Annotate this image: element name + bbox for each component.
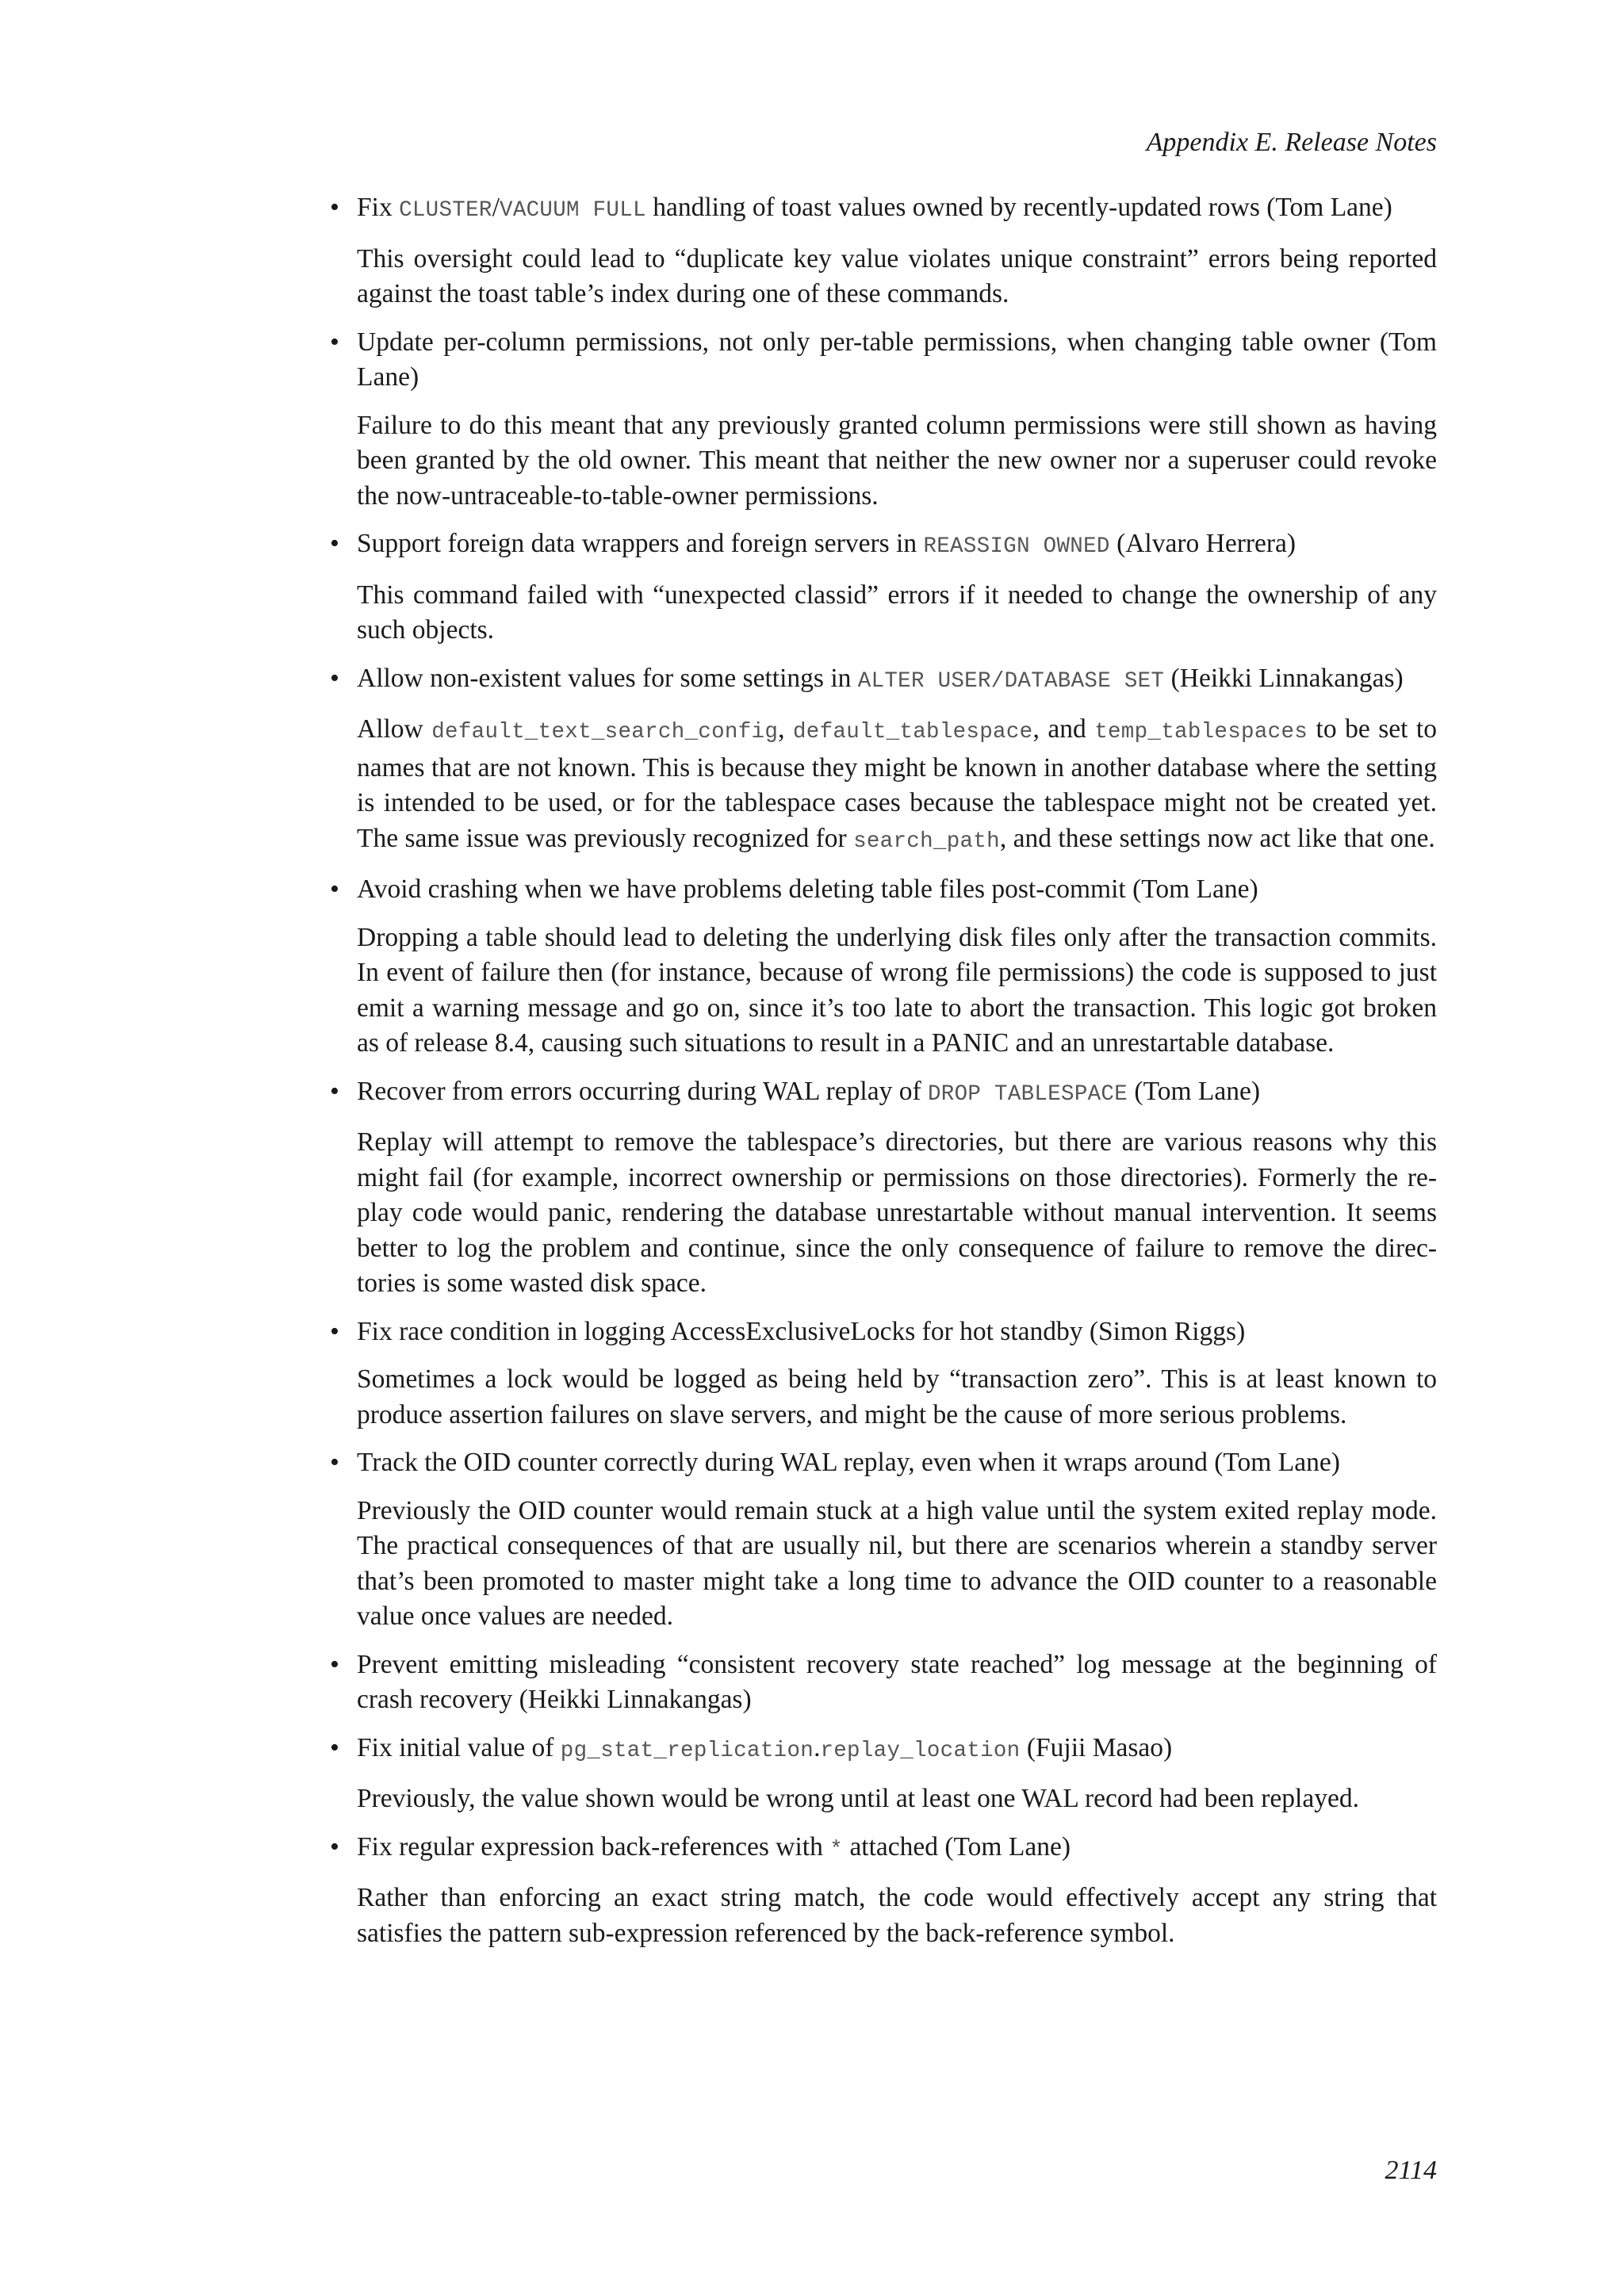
text-run: Allow non-existent values for some settings in [357,663,858,693]
text-run: Recover from errors occurring during WAL replay of [357,1076,928,1106]
code-literal: CLUSTER [399,198,492,223]
bullet-icon: • [330,663,339,693]
text-run: , and these settings now act like that one. [999,823,1435,853]
code-literal: default_tablespace [793,720,1033,744]
bullet-icon: • [330,193,339,222]
release-note-item [330,1314,1437,1433]
text-run: This command failed with “unexpected classid” errors if it needed to change the ownership of any such objects. [357,580,1437,645]
text-run: Support foreign data wrappers and foreign servers in [357,529,924,558]
bullet-icon: • [330,1831,339,1862]
running-header: Appendix E. Release Notes [1146,128,1437,157]
code-literal: DROP TABLESPACE [928,1081,1128,1107]
bullet-icon: • [330,874,339,904]
item-summary [357,1445,1437,1481]
release-note-item [330,1445,1437,1635]
item-summary [357,325,1437,396]
item-description [357,712,1437,859]
text-run: Update per-column permissions, not only per-table permissions, when changing table owner (Tom Lane) [357,327,1437,392]
release-note-item [330,1731,1437,1817]
code-literal: ALTER USER/DATABASE SET [857,668,1165,694]
text-run: to be set to names that are not known. This is because they might be known in another database where the setting is intended to be used, or for the tablespace cases because the tablespace might not be created yet. The same issue was previously recognized for [357,714,1437,853]
item-description [357,578,1437,649]
text-run: attached (Tom Lane) [843,1831,1071,1862]
text-run: , [778,714,793,744]
item-description [357,1881,1437,1951]
item-description [357,1494,1437,1635]
text-run: (Fujii Masao) [1020,1732,1173,1762]
text-run: , and [1032,714,1095,744]
release-note-item [330,661,1437,860]
item-description [357,242,1437,312]
release-note-item [330,1647,1437,1718]
bullet-icon: • [330,1316,339,1346]
text-run: (Alvaro Herrera) [1109,529,1297,558]
text-run: Avoid crashing when we have problems deleting table files post-commit (Tom Lane) [357,874,1258,904]
text-run: Replay will attempt to remove the tablespace’s directories, but there are various reasons why this might fail (for example, incorrect ownership or permissions on those directories). Formerly the replay code would panic, rendering the database unrestartable without manual intervention. It seems better to log the problem and continue, since the only consequence of failure to remove the directories is some wasted disk space. [357,1127,1437,1298]
bullet-icon: • [330,1649,339,1679]
release-note-item [330,190,1437,312]
release-note-item [330,526,1437,649]
item-summary [357,190,1437,229]
text-run: Prevent emitting misleading “consistent recovery state reached” log message at the beginning of crash recovery (Heikki Linnakangas) [357,1649,1437,1714]
text-run: Track the OID counter correctly during WAL replay, even when it wraps around (Tom Lane) [357,1448,1340,1477]
release-note-item [330,1830,1437,1952]
bullet-icon: • [330,327,339,357]
text-run: Fix regular expression back-references with [357,1831,830,1862]
code-literal: VACUUM FULL [500,198,646,223]
bullet-icon: • [330,1732,339,1762]
item-summary [357,1731,1437,1770]
code-literal: temp_tablespaces [1094,720,1308,744]
code-literal: default_text_search_config [431,720,779,744]
text-run: . [814,1732,821,1762]
text-run: Fix race condition in logging AccessExclusiveLocks for hot standby (Simon Riggs) [357,1316,1246,1346]
bullet-icon: • [330,1448,339,1477]
bullet-icon: • [330,1076,339,1106]
text-run: Fix [357,193,400,222]
release-notes-list [330,190,1437,1964]
item-summary [357,1647,1437,1718]
item-summary [357,872,1437,908]
item-description [357,1362,1437,1433]
release-note-item [330,325,1437,515]
item-summary [357,1314,1437,1350]
item-description [357,1781,1437,1817]
code-literal: * [829,1837,844,1862]
text-run: This oversight could lead to “duplicate key value violates unique constraint” errors being reported against the toast table’s index during one of these commands. [357,243,1437,308]
item-summary [357,661,1437,700]
code-literal: replay_location [820,1738,1021,1763]
text-run: Sometimes a lock would be logged as being held by “transaction zero”. This is at least known to produce assertion failures on slave servers, and might be the cause of more serious problems. [357,1364,1437,1429]
text-run: / [492,193,500,222]
code-literal: search_path [853,828,1000,854]
page-number: 2114 [1385,2156,1437,2185]
item-summary [357,1830,1437,1869]
text-run: Previously, the value shown would be wrong until at least one WAL record had been replayed. [357,1784,1359,1813]
item-summary [357,526,1437,565]
release-note-item [330,872,1437,1062]
text-run: Allow [357,714,432,744]
text-run: Failure to do this meant that any previously granted column permissions were still shown as having been granted by the old owner. This meant that neither the new owner nor a superuser could revoke the now-untraceable-to-table-owner permissions. [357,410,1437,511]
bullet-icon: • [330,529,339,558]
item-description [357,1125,1437,1302]
release-note-item [330,1074,1437,1302]
text-run: (Tom Lane) [1128,1076,1260,1106]
text-run: Fix initial value of [357,1732,561,1762]
text-run: Dropping a table should lead to deleting the underlying disk files only after the transaction commits. In event of failure then (for instance, because of wrong file permissions) the code is supposed to just emit a warning message and go on, since it’s too late to abort the transaction. This logic got broken as of release 8.4, causing such situations to result in a PANIC and an unrestartable database. [357,922,1437,1058]
text-run: (Heikki Linnakangas) [1164,663,1404,693]
text-run: Rather than enforcing an exact string match, the code would effectively accept any string that satisfies the pattern sub-expression referenced by the back-reference symbol. [357,1883,1437,1948]
item-summary [357,1074,1437,1113]
text-run: handling of toast values owned by recently-updated rows (Tom Lane) [645,193,1392,222]
item-description [357,408,1437,515]
code-literal: pg_stat_replication [560,1738,814,1763]
item-description [357,920,1437,1062]
code-literal: REASSIGN OWNED [923,534,1110,559]
text-run: Previously the OID counter would remain stuck at a high value until the system exited replay mode. The practical consequences of that are usually nil, but there are scenarios wherein a standby server that’s been promoted to master might take a long time to advance the OID counter to a reasonable value once values are needed. [357,1495,1437,1631]
